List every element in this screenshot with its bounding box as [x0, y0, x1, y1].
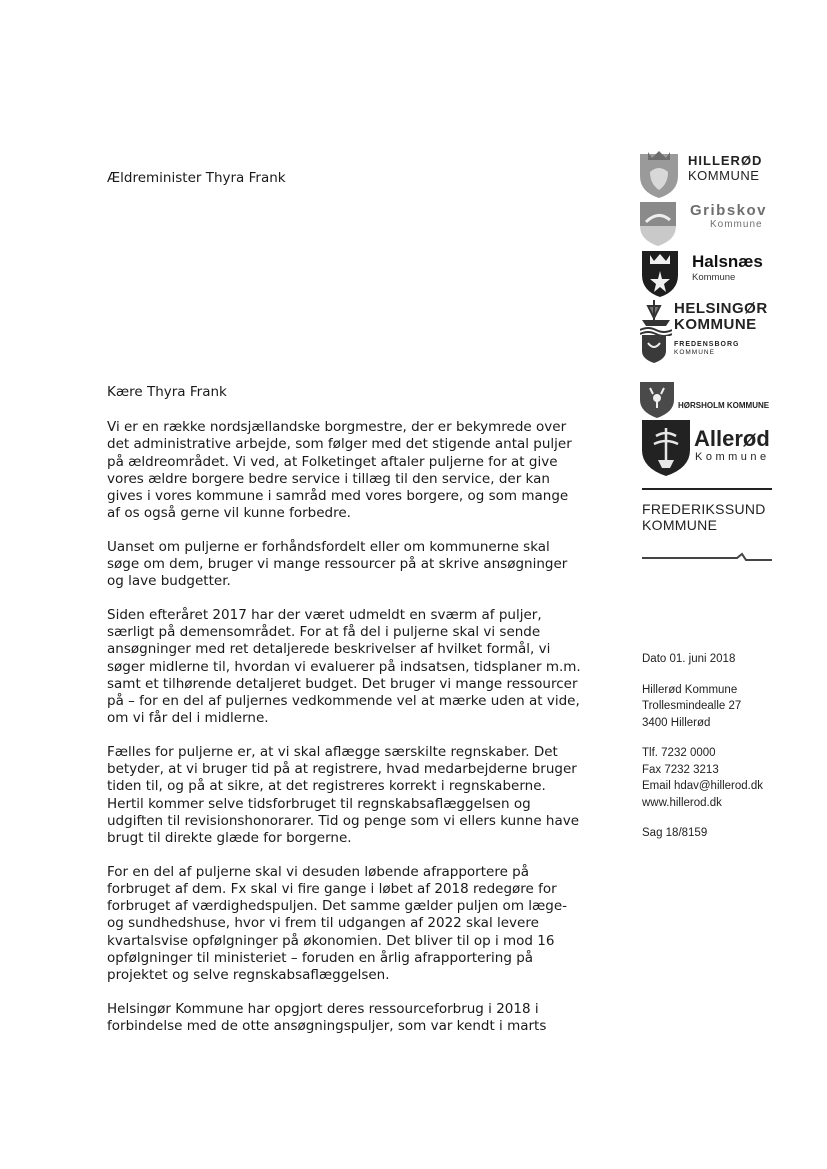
frederikssund-logo	[638, 488, 813, 578]
text-line: samt et tilhørende detaljeret budget. Det bruger vi mange ressourcer	[107, 675, 578, 692]
case-number: Sag 18/8159	[642, 827, 708, 839]
letter-body	[107, 419, 581, 1051]
text-line: søger midlerne til, hvordan vi evaluerer på indsatsen, tidsplaner m.m.	[107, 658, 581, 675]
gribskov-crest-icon	[640, 202, 678, 248]
paragraph-2	[107, 539, 577, 591]
horsholm-logo	[638, 382, 813, 418]
text-line: vores ældre borgere bedre service i tillæg til den service, der kan	[107, 470, 550, 487]
allerod-name: Allerød	[694, 426, 770, 451]
sender-address	[642, 682, 763, 732]
sender-info	[642, 651, 763, 856]
text-line: Siden efteråret 2017 har der været udmeldt en sværm af puljer,	[107, 606, 542, 623]
website-line: www.hillerod.dk	[642, 796, 722, 809]
hillerod-sub: KOMMUNE	[688, 168, 760, 183]
phone-line: Tlf. 7232 0000	[642, 747, 716, 759]
halsnaes-name: Halsnæs	[692, 252, 763, 271]
hillerod-name: HILLERØD	[688, 153, 763, 168]
fredensborg-logo	[638, 335, 813, 365]
horsholm-name: HØRSHOLM KOMMUNE	[678, 401, 770, 410]
text-line: projektet og selve regnskabsaflæggelsen.	[107, 967, 390, 984]
text-line: gives i vores kommune i samråd med vores borgere, og som mange	[107, 488, 569, 505]
text-line: på – for en del af puljernes vedkommende vel at mærke uden at vide,	[107, 693, 580, 710]
paragraph-4	[107, 743, 580, 848]
text-line: det administrative arbejde, som følger med det stigende antal puljer	[107, 436, 572, 453]
fredensborg-sub: KOMMUNE	[674, 349, 715, 356]
text-line: opfølgninger til ministeriet – foruden en årlig afrapportering på	[107, 950, 534, 967]
text-line: For en del af puljerne skal vi desuden løbende afrapportere på	[107, 863, 530, 880]
frederikssund-top-rule	[642, 488, 772, 490]
text-line: forbruget af værdighedspuljen. Det samme gælder puljen om læge-	[107, 898, 568, 915]
paragraph-3	[107, 606, 581, 728]
text-line: ansøgninger med ret detaljerede beskrivelser af hvilket formål, vi	[107, 641, 551, 658]
text-line: tiden til, og på at sikre, at det registreres korrekt i regnskaberne.	[107, 778, 546, 795]
salutation: Kære Thyra Frank	[107, 384, 227, 400]
paragraph-6	[107, 1001, 577, 1036]
gribskov-logo	[638, 202, 813, 250]
allerod-sub: Kommune	[695, 451, 770, 463]
gribskov-name: Gribskov	[690, 202, 768, 219]
hillerod-crest-icon	[638, 150, 680, 198]
text-line: forbindelse med de otte ansøgningspuljer, som var kendt i marts	[107, 1017, 547, 1034]
text-line: Fælles for puljerne er, at vi skal aflægge særskilte regnskaber. Det	[107, 743, 558, 760]
text-line: udgiften til revisionshonorarer. Tid og penge som vi ellers kunne have	[107, 812, 580, 829]
text-line: og sundhedshuse, hvor vi frem til udgangen af 2022 skal levere	[107, 915, 539, 932]
text-line: søge om dem, bruger vi mange ressourcer på at skrive ansøgninger	[107, 556, 568, 573]
fredensborg-crest-icon	[642, 335, 666, 363]
halsnaes-crest-icon	[642, 249, 678, 297]
address-line: 3400 Hillerød	[642, 716, 711, 729]
text-line: forbruget af dem. Fx skal vi fire gange i løbet af 2018 redegøre for	[107, 880, 557, 897]
address-line: Hillerød Kommune	[642, 683, 738, 696]
sender-contact	[642, 745, 763, 811]
helsingor-ship-icon	[640, 298, 672, 336]
address-line: Trollesmindealle 27	[642, 700, 742, 712]
paragraph-1	[107, 419, 577, 523]
frederikssund-sub: KOMMUNE	[642, 517, 718, 533]
horsholm-deer-icon	[640, 382, 674, 418]
text-line: Helsingør Kommune har opgjort deres ressourceforbrug i 2018 i	[107, 1000, 539, 1017]
text-line: brugt til direkte glæde for borgerne.	[107, 830, 352, 847]
helsingor-sub: KOMMUNE	[674, 316, 757, 333]
text-line: særligt på demensområdet. For at få del i puljerne skal vi sende	[107, 623, 541, 640]
text-line: betyder, at vi bruger tid på at registrere, hvad medarbejderne bruger	[107, 761, 577, 778]
text-line: Uanset om puljerne er forhåndsfordelt eller om kommunerne skal	[107, 538, 550, 555]
halsnaes-sub: Kommune	[692, 272, 736, 283]
text-line: Hertil kommer selve tidsforbruget til regnskabsaflæggelsen og	[107, 795, 531, 812]
paragraph-5	[107, 864, 577, 985]
helsingor-name: HELSINGØR	[674, 300, 768, 317]
email-line: Email hdav@hillerod.dk	[642, 780, 763, 792]
text-line: Vi er en række nordsjællandske borgmestre, der er bekymrede over	[107, 419, 567, 435]
allerod-logo	[638, 420, 813, 476]
gribskov-sub: Kommune	[710, 219, 763, 230]
fredensborg-name: FREDENSBORG	[674, 341, 740, 348]
text-line: og lave budgetter.	[107, 573, 231, 590]
allerod-crest-icon	[642, 420, 690, 476]
date-line: Dato 01. juni 2018	[642, 653, 736, 665]
hillerod-logo	[638, 150, 813, 200]
fax-line: Fax 7232 3213	[642, 763, 719, 776]
text-line: af os også gerne vil kunne forbedre.	[107, 505, 351, 522]
recipient-line: Ældreminister Thyra Frank	[107, 170, 286, 186]
helsingor-logo	[638, 298, 813, 338]
text-line: på ældreområdet. Vi ved, at Folketinget aftaler puljerne for at give	[107, 453, 558, 470]
frederikssund-name: FREDERIKSSUND	[642, 501, 766, 517]
frederikssund-wave-icon	[642, 552, 772, 564]
text-line: kvartalsvise opfølgninger på økonomien. Det bliver til op i mod 16	[107, 932, 555, 949]
text-line: om vi får del i midlerne.	[107, 710, 269, 727]
halsnaes-logo	[638, 249, 813, 299]
